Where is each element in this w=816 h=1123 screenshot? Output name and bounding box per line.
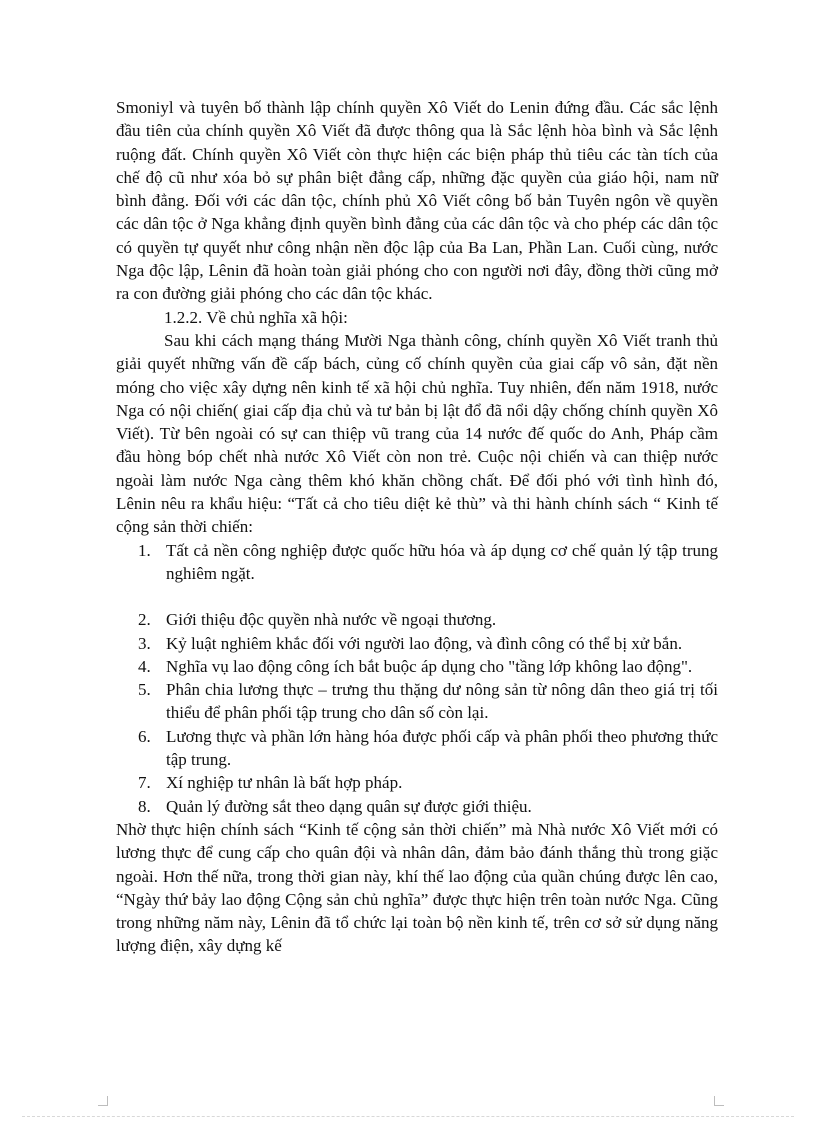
section-heading: 1.2.2. Về chủ nghĩa xã hội: [164, 307, 348, 327]
closing-paragraph: Nhờ thực hiện chính sách “Kinh tế cộng sản thời chiến” mà Nhà nước Xô Viết mới có lương thực để cung cấp cho quân đội và nhân dân, đảm bảo đánh thắng thù trong giặc ngoài. Hơn thế nữa, trong thời gian này, khí thế lao động của quần chúng được lên cao, “Ngày thứ bảy lao động Cộng sản chủ nghĩa” được thực hiện trên toàn nước Nga. Cũng trong những năm này, Lênin đã tổ chức lại toàn bộ nền kinh tế, trên cơ sở sử dụng năng lượng điện, xây dựng kế [116, 819, 718, 956]
list-item [116, 795, 718, 818]
section-paragraph: Sau khi cách mạng tháng Mười Nga thành công, chính quyền Xô Viết tranh thủ giải quyết những vấn đề cấp bách, củng cố chính quyền của giai cấp vô sản, đặt nền móng cho việc xây dựng nên kinh tế xã hội chủ nghĩa. Tuy nhiên, đến năm 1918, nước Nga có nội chiến( giai cấp địa chủ và tư bản bị lật đổ đã nổi dậy chống chính quyền Xô Viết). Từ bên ngoài có sự can thiệp vũ trang của 14 nước đế quốc do Anh, Pháp cầm đầu hòng bóp chết nhà nước Xô Viết còn non trẻ. Cuộc nội chiến và can thiệp nước ngoài làm nước Nga càng thêm khó khăn chồng chất. Để đối phó với tình hình đó, Lênin nêu ra khẩu hiệu: “Tất cả cho tiêu diệt kẻ thù” và thi hành chính sách “ Kinh tế cộng sản thời chiến: [116, 330, 718, 537]
crop-mark-left [98, 1096, 108, 1106]
list-item-number: 2. [138, 610, 151, 630]
document-body [116, 96, 718, 958]
intro-paragraph: Smoniyl và tuyên bố thành lập chính quyền Xô Viết do Lenin đứng đầu. Các sắc lệnh đầu tiên của chính quyền Xô Viết đã được thông qua là Sắc lệnh hòa bình và Sắc lệnh ruộng đất. Chính quyền Xô Viết còn thực hiện các biện pháp thủ tiêu các tàn tích của chế độ cũ như xóa bỏ sự phân biệt đẳng cấp, những đặc quyền của giáo hội, nam nữ bình đẳng. Đối với các dân tộc, chính phủ Xô Viết công bố bản Tuyên ngôn về quyền các dân tộc ở Nga khẳng định quyền bình đẳng của các dân tộc và cho phép các dân tộc có quyền tự quyết như công nhận nền độc lập của Ba Lan, Phần Lan. Cuối cùng, nước Nga độc lập, Lênin đã hoàn toàn giải phóng cho con người nơi đây, đồng thời cũng mở ra con đường giải phóng cho các dân tộc khác. [116, 98, 718, 304]
list-item-text: Giới thiệu độc quyền nhà nước về ngoại thương. [166, 610, 497, 630]
list-item [116, 608, 718, 631]
crop-mark-right [714, 1096, 724, 1106]
list-item-number: 4. [138, 656, 151, 676]
list-item-text: Nghĩa vụ lao động công ích bắt buộc áp dụng cho "tầng lớp không lao động". [166, 656, 693, 676]
policy-list [116, 539, 718, 818]
list-item-number: 8. [138, 796, 151, 816]
page-bottom-divider [22, 1116, 794, 1117]
list-item-text: Kỷ luật nghiêm khắc đối với người lao động, và đình công có thể bị xử bắn. [166, 633, 683, 653]
list-item-text: Quản lý đường sắt theo dạng quân sự được giới thiệu. [166, 796, 532, 816]
list-item-number: 6. [138, 726, 151, 746]
list-item-text: Tất cả nền công nghiệp được quốc hữu hóa và áp dụng cơ chế quản lý tập trung nghiêm ngặt. [166, 540, 718, 583]
list-item-number: 7. [138, 773, 151, 793]
list-item-text: Xí nghiệp tư nhân là bất hợp pháp. [166, 773, 403, 793]
list-item [116, 678, 718, 725]
list-item [116, 725, 718, 772]
list-item-number: 5. [138, 680, 151, 700]
list-item-text: Phân chia lương thực – trưng thu thặng dư nông sản từ nông dân theo giá trị tối thiểu để phân phối tập trung cho dân số còn lại. [166, 680, 718, 723]
list-item-text: Lương thực và phần lớn hàng hóa được phối cấp và phân phối theo phương thức tập trung. [166, 726, 718, 770]
list-item [116, 655, 718, 678]
list-item [116, 632, 718, 655]
list-item-number: 1. [138, 540, 151, 560]
list-item [116, 771, 718, 794]
list-item [116, 539, 718, 586]
list-item-number: 3. [138, 633, 151, 653]
